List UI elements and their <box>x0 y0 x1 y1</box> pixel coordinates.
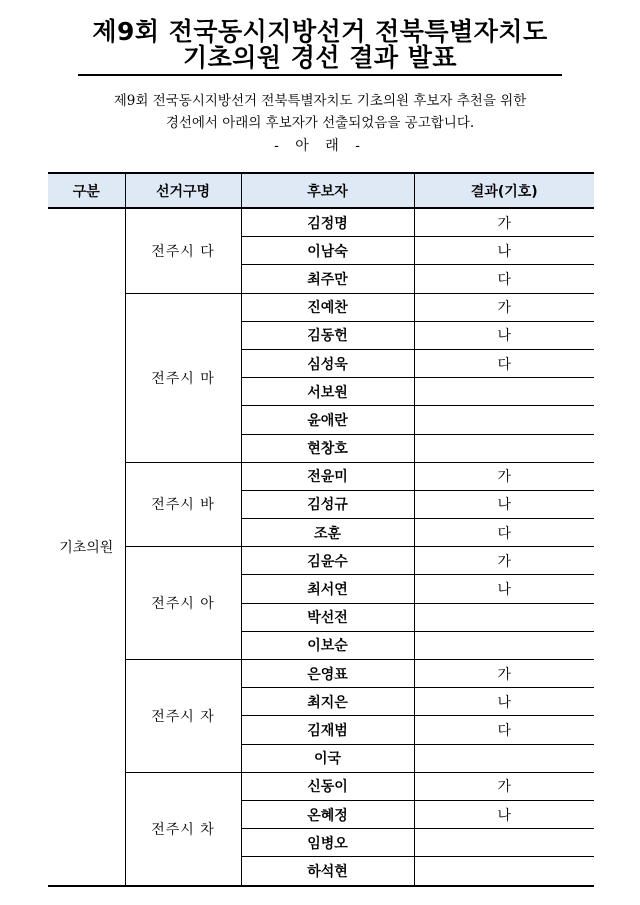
table-body <box>48 208 594 886</box>
result-cell: 가 <box>414 293 594 321</box>
result-cell <box>414 378 594 406</box>
candidate-cell: 윤애란 <box>241 406 414 434</box>
result-cell: 다 <box>414 716 594 744</box>
district-cell: 전주시 바 <box>125 462 241 547</box>
result-cell: 다 <box>414 265 594 293</box>
candidate-cell: 현창호 <box>241 434 414 462</box>
header-result: 결과(기호) <box>414 173 594 208</box>
result-cell: 가 <box>414 462 594 490</box>
header-district: 선거구명 <box>125 173 241 208</box>
title-underline <box>78 74 562 76</box>
result-cell: 가 <box>414 547 594 575</box>
district-cell: 전주시 다 <box>125 208 241 293</box>
table-row <box>48 293 594 321</box>
candidate-cell: 김정명 <box>241 208 414 237</box>
category-cell: 기초의원 <box>48 208 125 886</box>
result-cell <box>414 631 594 659</box>
header-candidate: 후보자 <box>241 173 414 208</box>
result-cell: 다 <box>414 349 594 377</box>
candidate-cell: 김성규 <box>241 490 414 518</box>
result-cell <box>414 744 594 772</box>
result-cell: 나 <box>414 688 594 716</box>
district-cell: 전주시 마 <box>125 293 241 462</box>
result-cell: 나 <box>414 575 594 603</box>
table-row <box>48 208 594 237</box>
result-cell <box>414 406 594 434</box>
table-header-row <box>48 173 594 208</box>
page-title-line1: 제9회 전국동시지방선거 전북특별자치도 <box>92 17 548 46</box>
district-cell: 전주시 차 <box>125 772 241 885</box>
candidate-cell: 심성욱 <box>241 349 414 377</box>
result-cell: 가 <box>414 772 594 800</box>
header-category: 구분 <box>48 173 125 208</box>
candidate-cell: 이남숙 <box>241 237 414 265</box>
candidate-cell: 조훈 <box>241 519 414 547</box>
district-cell: 전주시 아 <box>125 547 241 660</box>
table-row <box>48 547 594 575</box>
candidate-cell: 온혜정 <box>241 800 414 828</box>
candidate-cell: 은영표 <box>241 660 414 688</box>
result-cell <box>414 603 594 631</box>
candidate-cell: 이국 <box>241 744 414 772</box>
candidate-cell: 최주만 <box>241 265 414 293</box>
candidate-cell: 박선전 <box>241 603 414 631</box>
result-cell <box>414 434 594 462</box>
below-heading: - 아 래 - <box>274 138 366 154</box>
candidate-cell: 신동이 <box>241 772 414 800</box>
table-row <box>48 462 594 490</box>
result-cell: 다 <box>414 519 594 547</box>
candidate-cell: 임병오 <box>241 829 414 857</box>
result-cell: 나 <box>414 321 594 349</box>
candidate-cell: 하석현 <box>241 857 414 886</box>
result-cell <box>414 857 594 886</box>
results-table <box>48 172 594 887</box>
candidate-cell: 전윤미 <box>241 462 414 490</box>
notice-text-line2: 경선에서 아래의 후보자가 선출되었음을 공고합니다. <box>165 115 475 131</box>
candidate-cell: 최서연 <box>241 575 414 603</box>
candidate-cell: 김동헌 <box>241 321 414 349</box>
candidate-cell: 진예찬 <box>241 293 414 321</box>
result-cell: 나 <box>414 800 594 828</box>
result-cell: 가 <box>414 660 594 688</box>
notice-text-line1: 제9회 전국동시지방선거 전북특별자치도 기초의원 후보자 추천을 위한 <box>113 93 527 109</box>
district-cell: 전주시 자 <box>125 660 241 773</box>
candidate-cell: 이보순 <box>241 631 414 659</box>
candidate-cell: 김재범 <box>241 716 414 744</box>
result-cell <box>414 829 594 857</box>
candidate-cell: 서보원 <box>241 378 414 406</box>
page-title-line2: 기초의원 경선 결과 발표 <box>182 43 458 72</box>
table-row <box>48 660 594 688</box>
result-cell: 나 <box>414 237 594 265</box>
candidate-cell: 김윤수 <box>241 547 414 575</box>
result-cell: 나 <box>414 490 594 518</box>
table-row <box>48 772 594 800</box>
result-cell: 가 <box>414 208 594 237</box>
candidate-cell: 최지은 <box>241 688 414 716</box>
